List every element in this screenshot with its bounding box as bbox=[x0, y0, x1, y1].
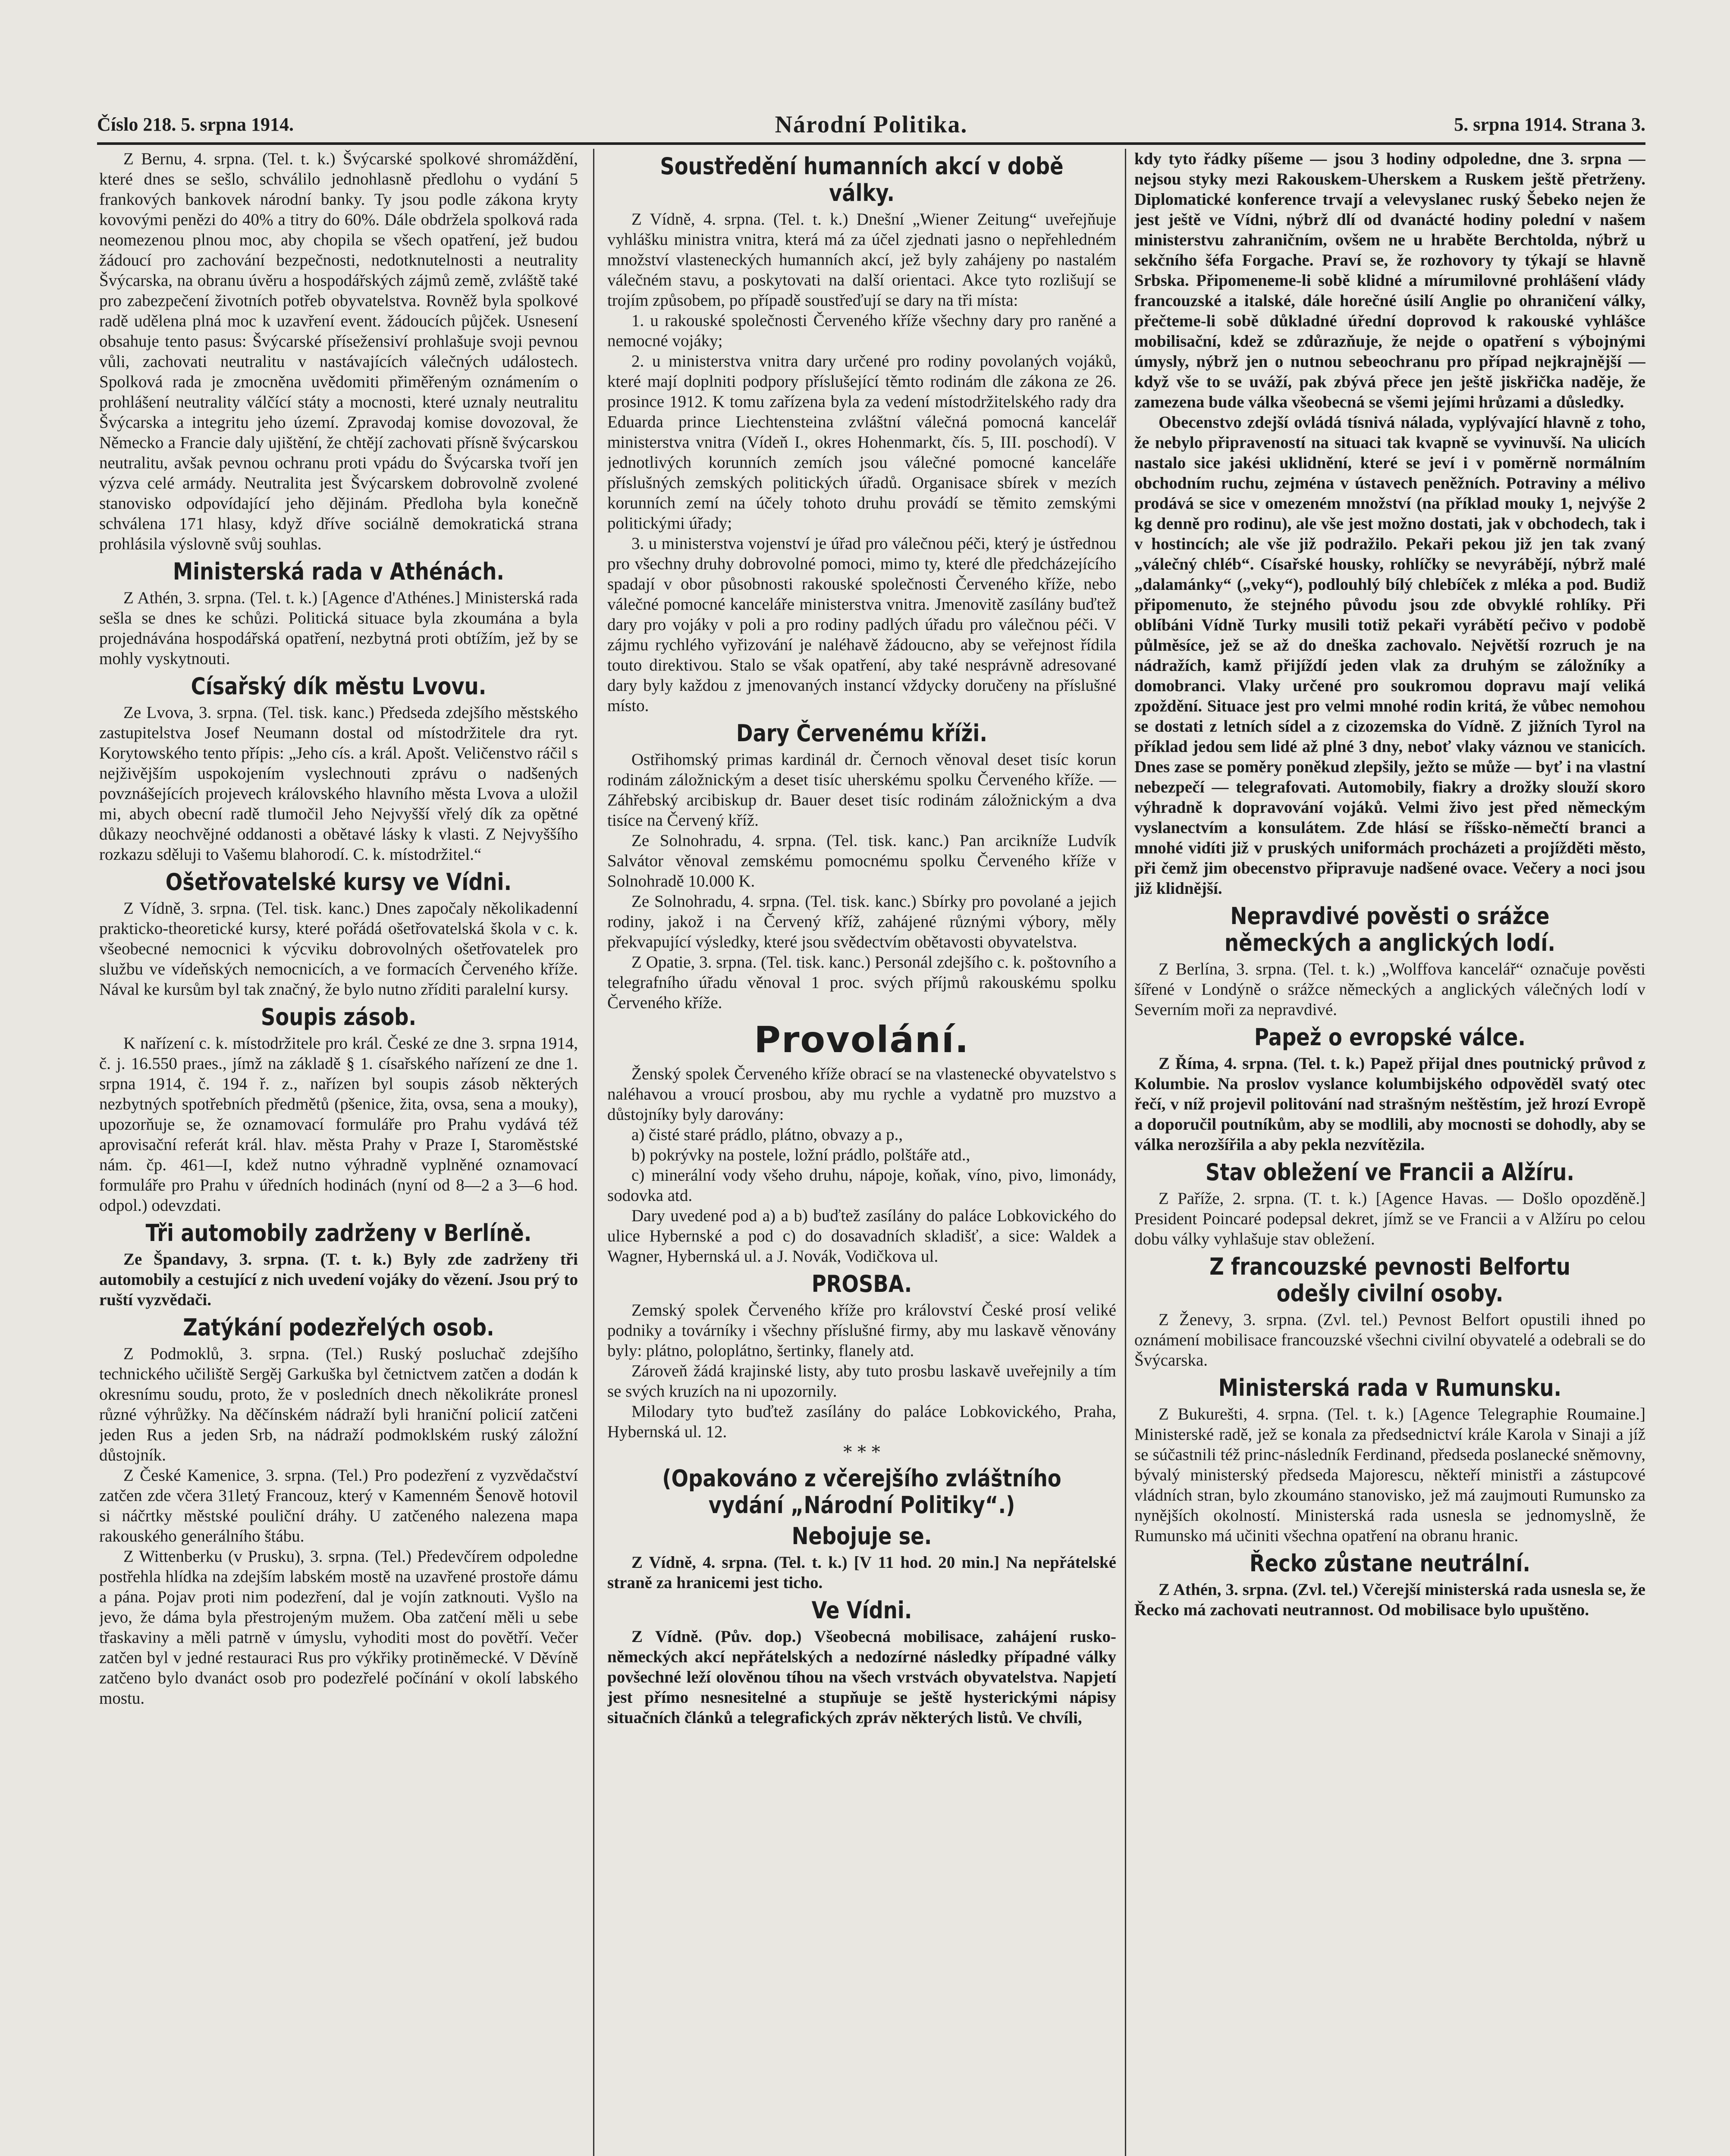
headline-recko: Řecko zůstane neutrální. bbox=[1249, 1550, 1531, 1577]
article-vedni-continued: kdy tyto řádky píšeme — jsou 3 hodiny odpoledne, dne 3. srpna — nejsou styky mezi Rakouskem-Uherskem a Ruskem ještě přetrženy. Diplomatické konference trvají a velevyslanec ruský Šebeko nejen že jest ještě ve Vídni, nýbrž dlí od dvanácté hodiny polední v našem ministerstvu zahraničním, ovšem ne u hraběte Berchtolda, nýbrž u sekčního šéfa Forgache. Praví se, že rozhovory ty týkají se hlavně Srbska. Připomeneme-li sobě klidné a mírumilovné prohlášení vlády francouzské a italské, dále horečné úsilí Anglie po ohraničení války, přečteme-li sobě důkladné úřední doprovod k rakouské vyhlášce mobilisační, kdež se zdůrazňuje, že nejde o opatření s výbojnými úmysly, nýbrž jen o nutnou sebeochranu pro případ nejkrajnější — když vše to se uváží, pak zbývá přece jen ještě jiskřička naděje, že zamezena bude válka všeobecná se všemi jejími hrůzami a důsledky. bbox=[1134, 150, 1645, 411]
provolani-item-c: c) minerální vody všeho druhu, nápoje, koňak, víno, pivo, limonády, sodovka atd. bbox=[607, 1166, 1116, 1205]
article-bern: Z Bernu, 4. srpna. (Tel. t. k.) Švýcarské spolkové shromáždění, které dnes se sešlo, schválilo jednohlasně předlohu o vydání 5 frankových bankovek národní banky. Ty jsou podle zákona kryty kovovými penězi do 40% a titry do 60%. Dále obdržela spolková rada neomezenou plnou moc, aby chopila se všech opatření, jež budou žádoucí pro zachování bezpečnosti, nedotknutelnosti a neutrality Švýcarska, na obranu úvěru a hospodářských zájmů země, zvláště také pro zabezpečení životních potřeb obyvatelstva. Rovněž byla spolkové radě udělena plná moc k uzavření event. žádoucích půjček. Usnesení obsahuje tento pasus: Švýcarské přísežensiví prohlašuje svoji pevnou vůli, zachovati neutralitu v nastávajících válečných událostech. Spolková rada je zmocněna uvědomiti přiměřeným oznámením o prohlášení neutrality válčící státy a mocnosti, které uznaly neutralitu Švýcarska a integritu jeho území. Zpravodaj komise dovozoval, že Německo a Francie daly ujištění, že chtějí zachovati přísně švýcarskou neutralitu, avšak pevnou ochranu proti vpádu do Švýcarska tvoří jen výzva celé armády. Neutralita jest Švýcarskem dobrovolně zvolené stanovisko odpovídající jeho dějinám. Předloha byla konečně schválena 171 hlasy, když dříve sociálně demokratická strana prohlásila výslovně svůj souhlas. bbox=[99, 150, 578, 553]
article-lvov: Ze Lvova, 3. srpna. (Tel. tisk. kanc.) Předseda zdejšího městského zastupitelstva Josef Neumann dostal od místodržitele dra ryt. Korytowského tento přípis: „Jeho cís. a král. Apošt. Veličenstvo ráčil s nejživějším uspokojením vyslechnouti zprávu o nadšených povznášejících projevech královského hlavního města Lvova a uložil mi, abych obecní radě tlumočil Jeho Nejvyšší vřelý dík za opětné důkazy neochvějné oddanosti a obětavé lásky k vlasti. Z Nejvyššího rozkazu sděluji to Vašemu blahorodí. C. k. místodržitel.“ bbox=[99, 703, 578, 864]
article-prosba: Zemský spolek Červeného kříže pro království České prosí veliké podniky a továrníky i všechny příslušné firmy, aby mu laskavě věnovány byly: plátno, poloplátno, šertinky, flanely atd. bbox=[607, 1301, 1116, 1360]
article-vedni: Z Vídně. (Pův. dop.) Všeobecná mobilisace, zahájení rusko-německých akcí nepřátelských a nedozírné následky případné války povšechné leží olověnou tíhou na všech vrstvách obyvatelstva. Napjetí jest přímo nesnesitelné a stupňuje se ještě hysterickými nápisy situačních článků a telegrafických zpráv některých listů. Ve chvíli, bbox=[607, 1627, 1116, 1727]
soustredeni-list bbox=[607, 310, 1116, 716]
article-soupis: K nařízení c. k. místodržitele pro král. České ze dne 3. srpna 1914, č. j. 16.550 praes., jímž na základě § 1. císařského nařízení ze dne 1. srpna 1914, č. 194 ř. z., nařízen byl soupis zásob některých nezbytných spotřebních předmětů (pšenice, žita, ovsa, sena a mouky), upozorňuje se, že oznamovací formuláře pro Prahu vydává též aprovisační referát král. hlav. města Prahy v Praze I, Staroměstské nám. čp. 461—I, kdež nutno výhradně vyplněné oznamovací formuláře pro Prahu v úředních hodinách (nyní od 8—2 a 3—6 hod. odpol.) odevzdati. bbox=[99, 1034, 578, 1215]
column-1 bbox=[99, 149, 578, 2156]
article-rumunsko: Z Bukurešti, 4. srpna. (Tel. t. k.) [Agence Telegraphie Roumaine.] Ministerské radě, jež se konala za předsednictví krále Karola v Sinaji a jíž se súčastnili též princ-následník Ferdinand, předseda poslanecké sněmovny, bývalý ministerský předseda Majorescu, někteří ministři a zástupcové vládních stran, bylo zkoumáno stanovisko, jež má zaujmouti Rumunsko za nynějších okolností. Ministerská rada usnesla se jednomyslně, že Rumunsko má učiniti všechna opatření na obranu hranic. bbox=[1134, 1405, 1645, 1545]
article-obecenstvo: Obecenstvo zdejší ovládá tísnivá nálada, vyplývající hlavně z toho, že nebylo připraveností na situaci tak kvapně se vyvinuvší. Na ulicích nastalo sice jakési uklidnění, které se jeví i v poměrně normálním obchodním ruchu, zejména v ústavech peněžních. Potraviny a mélivo prodává se sice v omezeném množství (na příklad mouky 1, nejvýše 2 kg denně pro rodinu), ale vše jest možno dostati, jak v obchodech, tak i v hostincích; ale vše již podražilo. Pekaři pekou již jen tak zvaný „válečný chléb“. Císařské housky, rohlíčky se nevyrábějí, nýbrž malé „dalamánky“ („veky“), podlouhlý bílý chlebíček z mléka a pod. Budiž připomenuto, že stejného původu jsou zde obvyklé rohlíky. Při oblíbáni Vídně Turky musili totiž pekaři vyrábětí pečivo v podobě půlměsíce, jež se až do dneška zachovalo. Největší rozruch je na nádražích, kamž přijíždí jeden vlak za druhým se záložníky a domobranci. Vlaky určené pro soukromou dopravu mají veliká zpoždění. Situace jest pro velmi mnohé rodin kritá, že vůbec nemohou se dostati z letních sídel a z cizozemska do Vídně. Z jižních Tyrol na příklad jedou sem lidé až plné 3 dny, neboť vlaky váznou ve stanicích. Dnes zase se poměry poněkud zlepšily, ježto se může — byť i na vlastní nebezpečí — telegrafovati. Automobily, fiakry a drožky slouží skoro výhradně k dopravování vojáků. Velmi živo jest před německým vyslanectvím a konsulátem. Zde hlásí se říšsko-němečtí branci a mnohé vidíti již v pruských uniformách procházeti a projížděti město, při čemž jim obecenstvo připravuje nadšené ovace. Večery a noci jsou již klidnější. bbox=[1134, 413, 1645, 898]
article-solnohrad-2: Ze Solnohradu, 4. srpna. (Tel. tisk. kanc.) Sbírky pro povolané a jejich rodiny, jakož i na Červený kříž, zahájené různými výbory, měly překvapující výsledky, které jsou svědectvím obětavosti obyvatelstva. bbox=[607, 892, 1116, 951]
article-belfort: Z Ženevy, 3. srpna. (Zvl. tel.) Pevnost Belfort opustili ihned po oznámení mobilisace francouzské všechni civilní obyvatelé a odebrali se do Švýcarska. bbox=[1134, 1310, 1645, 1369]
list-item: 2. u ministerstva vnitra dary určené pro rodiny povolaných vojáků, které mají doplniti podpory příslušející těmto rodinám dle zákona ze 26. prosince 1912. K tomu zařízena byla za vedení místodržitelského rady dra Eduarda prince Liechtensteina zvláštní válečná pomocná kancelář ministerstva vnitra (Vídeň I., okres Hohenmarkt, čís. 5, III. poschodí). V jednotlivých korunních zemích jsou válečné pomocné kanceláře příslušných zemských politických úřadů. Organisace sbírek v mezích korunních zemí na účely tohoto druhu provádí se těmito zemskými politickými úřady; bbox=[607, 352, 1116, 533]
article-athens: Z Athén, 3. srpna. (Tel. t. k.) [Agence d'Athénes.] Ministerská rada sešla se dnes ke schůzi. Politická situace byla zkoumána a byla projednávána hospodářská opatření, nezbytná proti obtížím, jež by se mohly vyskytnouti. bbox=[99, 589, 578, 668]
provolani-item-b: b) pokrývky na postele, ložní prádlo, polštáře atd., bbox=[631, 1146, 970, 1164]
headline-athens: Ministerská rada v Athénách. bbox=[173, 558, 505, 585]
column-divider-1 bbox=[593, 149, 594, 2156]
article-dary-uvedene: Dary uvedené pod a) a b) buďtež zasílány do paláce Lobkovického do ulice Hybernské a pod c) do dosavadních skladišť, a sice: Waldek a Wagner, Hybernská ul. a J. Novák, Vodičkova ul. bbox=[607, 1206, 1116, 1266]
headline-soupis: Soupis zásob. bbox=[261, 1003, 417, 1031]
article-dary: Ostřihomský primas kardinál dr. Černoch věnoval deset tisíc korun rodinám záložnickým a deset tisíc uherskému spolku Červeného kříže. — Záhřebský arcibiskup dr. Bauer deset tisíc rodinám záložnickým a dva tisíce na Červený kříž. bbox=[607, 750, 1116, 830]
article-automobily: Ze Špandavy, 3. srpna. (T. t. k.) Byly zde zadrženy tři automobily a cestující z nich uvedení vojáky do vězení. Jsou prý to ruští vyzvědači. bbox=[99, 1250, 578, 1309]
page-number: 5. srpna 1914. Strana 3. bbox=[1454, 114, 1645, 135]
newspaper-title: Národní Politika. bbox=[775, 111, 968, 138]
headline-rumunsko: Ministerská rada v Rumunsku. bbox=[1218, 1374, 1562, 1401]
headline-prosba: PROSBA. bbox=[811, 1270, 912, 1297]
article-opatie: Z Opatie, 3. srpna. (Tel. tisk. kanc.) Personál zdejšího c. k. poštovního a telegrafního úřadu věnoval 1 proc. svých příjmů rakouskému spolku Červeného kříže. bbox=[607, 953, 1116, 1012]
headline-papez: Papež o evropské válce. bbox=[1254, 1024, 1526, 1051]
issue-date: Číslo 218. 5. srpna 1914. bbox=[97, 114, 294, 135]
headline-vedni: Ve Vídni. bbox=[811, 1597, 912, 1624]
column-divider-2 bbox=[1125, 149, 1126, 2156]
article-krajinske: Zároveň žádá krajinské listy, aby tuto prosbu laskavě uveřejnily a tím se svých kruzích na ni upozornily. bbox=[607, 1362, 1116, 1401]
headline-opakovano: (Opakováno z včerejšího zvláštního vydání „Národní Politiky“.) bbox=[662, 1465, 1061, 1519]
provolani-item-a: a) čisté staré prádlo, plátno, obvazy a p., bbox=[631, 1125, 903, 1144]
headline-nebojuje: Nebojuje se. bbox=[791, 1523, 932, 1550]
section-separator: * * * bbox=[843, 1442, 880, 1462]
headline-provolani: Provolání. bbox=[754, 1018, 970, 1061]
headline-povesti: Nepravdivé pověsti o srážce německých a anglických lodí. bbox=[1225, 903, 1555, 956]
article-kursy: Z Vídně, 3. srpna. (Tel. tisk. kanc.) Dnes započaly několikadenní prakticko-theoretické kursy, které pořádá ošetřovatelská škola v c. k. všeobecné nemocnici k výcviku dobrovolných ošetřovatelek pro službu ve vídeňských nemocnicích, a ve formacích Červeného kříže. Nával ke kursům byl tak značný, že bylo nutno zříditi paralelní kursy. bbox=[99, 899, 578, 999]
article-podmokly: Z Podmoklů, 3. srpna. (Tel.) Ruský posluchač zdejšího technického učiliště Sergěj Garkuška byl četnictvem zatčen a dodán k okresnímu soudu, proto, že v posledních dnech několikráte pronesl různé výhrůžky. Na děčínském nádraží byli hraniční policií zatčeni jeden Rus a jeden Srb, na nádraží podmoklském ruský záložní důstojník. bbox=[99, 1344, 578, 1464]
headline-soustredeni: Soustředění humanních akcí v době války. bbox=[660, 153, 1064, 207]
headline-lvov: Císařský dík městu Lvovu. bbox=[191, 673, 487, 700]
article-recko: Z Athén, 3. srpna. (Zvl. tel.) Včerejší ministerská rada usnesla se, že Řecko má zachovati neutrannost. Od mobilisace bylo upuštěno. bbox=[1134, 1580, 1645, 1619]
article-provolani: Ženský spolek Červeného kříže obrací se na vlastenecké obyvatelstvo s naléhavou a vroucí prosbou, aby mu rychle a vydatně pro muzstvo a důstojníky byly darovány: bbox=[607, 1065, 1116, 1124]
article-soustredeni: Z Vídně, 4. srpna. (Tel. t. k.) Dnešní „Wiener Zeitung“ uveřejňuje vyhlášku ministra vnitra, která má za účel zjednati jasno o nepřehledném množství vlasteneckých humanních akcí, jež byly zahájeny po nastalém válečném stavu, a poskytovati na další orientaci. Akce tyto rozlišují se trojím způsobem, po případě soustřeďují se dary na tři místa: bbox=[607, 210, 1116, 310]
article-milodary: Milodary tyto buďtež zasílány do paláce Lobkovického, Praha, Hybernská ul. 12. bbox=[607, 1402, 1116, 1441]
masthead bbox=[97, 110, 1645, 145]
article-kamenice: Z České Kamenice, 3. srpna. (Tel.) Pro podezření z vyzvědačství zatčen zde včera 31letý Francouz, který v Kamenném Šenově hotovil si náčrtky městské pouliční dráhy. U zatčeného nalezena mapa rakouského generálního štábu. bbox=[99, 1466, 578, 1545]
headline-automobily: Tři automobily zadrženy v Berlíně. bbox=[145, 1219, 532, 1247]
headline-belfort: Z francouzské pevnosti Belfortu odešly civilní osoby. bbox=[1209, 1253, 1570, 1307]
headline-kursy: Ošetřovatelské kursy ve Vídni. bbox=[165, 868, 512, 896]
column-3 bbox=[1134, 149, 1645, 2156]
article-nebojuje: Z Vídně, 4. srpna. (Tel. t. k.) [V 11 hod. 20 min.] Na nepřátelské straně za hranicemi jest ticho. bbox=[607, 1553, 1116, 1592]
article-povesti: Z Berlína, 3. srpna. (Tel. t. k.) „Wolffova kancelář“ označuje pověsti šířené v Londýně o srážce německých a anglických válečných lodí v Severním moři za nepravdivé. bbox=[1134, 960, 1645, 1019]
article-wittenberk: Z Wittenberku (v Prusku), 3. srpna. (Tel.) Předevčírem odpoledne postřehla hlídka na zdejším labském mostě na uzavřené prostoře dámu a pána. Pojav proti nim podezření, dal je vojín zatknouti. Vyšlo na jevo, že dáma byla přestrojeným mužem. Oba zatčení měli u sebe třaskaviny a měli patrně v úmyslu, vyhoditi most do povětří. Večer zatčen byl v jedné restauraci Rus pro výkřiky protiněmecké. V Děvíně zatčeno bylo dvanáct osob pro podezřelé počínání v okolí labského mostu. bbox=[99, 1547, 578, 1708]
article-obleheni: Z Paříže, 2. srpna. (T. t. k.) [Agence Havas. — Došlo opozděně.] President Poincaré podepsal dekret, jímž se ve Francii a v Alžíru po celou dobu války vyhlašuje stav obležení. bbox=[1134, 1189, 1645, 1248]
headline-obleheni: Stav obležení ve Francii a Alžíru. bbox=[1205, 1159, 1575, 1186]
column-2 bbox=[607, 149, 1116, 2156]
article-solnohrad-1: Ze Solnohradu, 4. srpna. (Tel. tisk. kanc.) Pan arcikníže Ludvík Salvátor věnoval zemskému pomocnému spolku Červeného kříže v Solnohradě 10.000 K. bbox=[607, 831, 1116, 890]
headline-dary: Dary Červenému kříži. bbox=[736, 720, 987, 747]
list-item: 1. u rakouské společnosti Červeného kříže všechny dary pro raněné a nemocné vojáky; bbox=[607, 311, 1116, 350]
list-item: 3. u ministerstva vojenství je úřad pro válečnou péči, který je ústřednou pro všechny druhy dobrovolné pomoci, mimo ty, které dle předcházejícího spadají v obor působnosti rakouské společnosti Červeného kříže, nebo válečné pomocné kanceláře ministerstva vnitra. Jmenovitě zasílány buďtež dary pro vojáky v poli a pro rodiny padlých úřadu pro válečnou péči. V zájmu rychlého vyřizování je naléhavě žádoucno, aby se veřejnost řídila touto direktivou. Stalo se však opatření, aby také nesprávně adresované dary byly každou z jmenovaných instancí vždycky doručeny na příslušné místo. bbox=[607, 534, 1116, 715]
article-papez: Z Říma, 4. srpna. (Tel. t. k.) Papež přijal dnes poutnický průvod z Kolumbie. Na proslov vyslance kolumbijského odpověděl svatý otec řečí, v níž projevil politování nad strašným neštěstím, jež hrozí Evropě a doporučil poutníkům, aby se modlili, aby mocnosti se dohodly, aby se válka nerozšířila a aby pekla nezvítězila. bbox=[1134, 1054, 1645, 1154]
headline-zatykani: Zatýkání podezřelých osob. bbox=[183, 1314, 494, 1341]
